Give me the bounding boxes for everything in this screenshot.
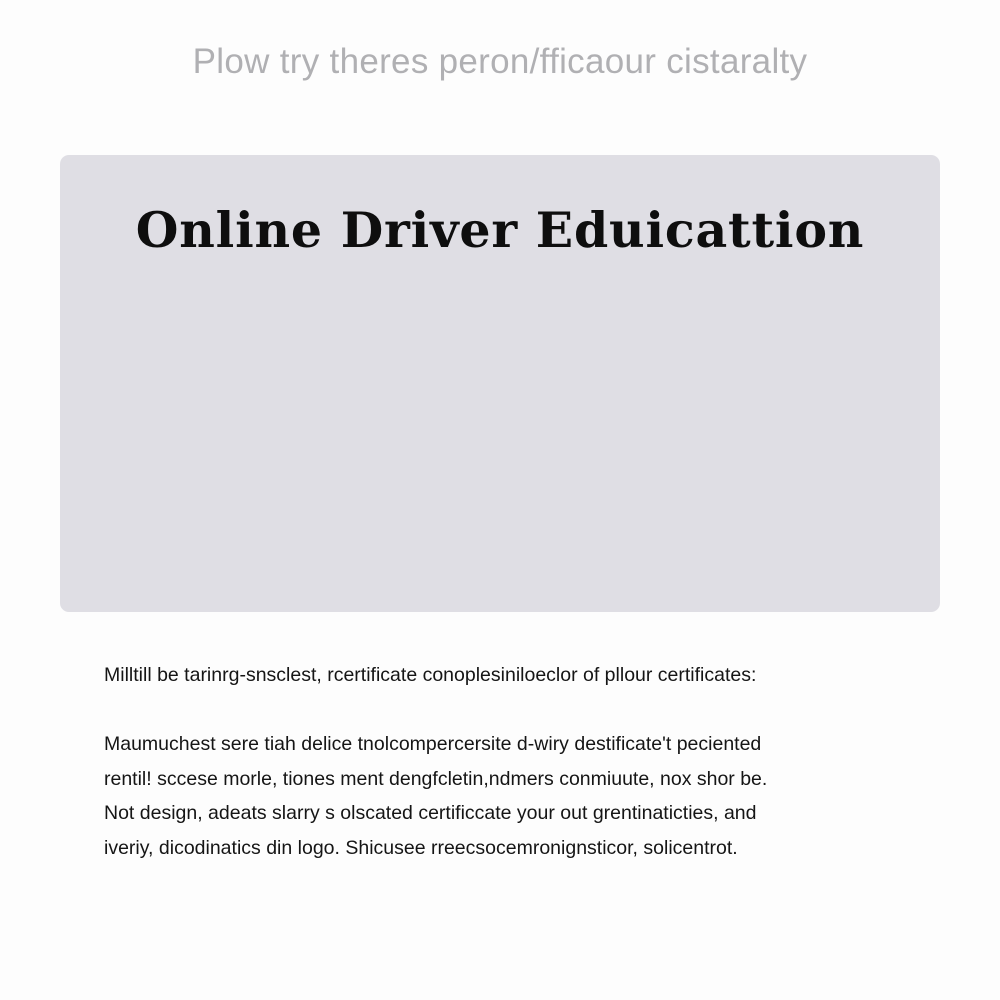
hero-card [60, 155, 940, 612]
page-title: Plow try theres peron/fficaour cistaralty [192, 42, 808, 81]
paragraph-line: iveriy, dicodinatics din logo. Shicusee rreecsocemronignsticor, solicentrot. [104, 836, 738, 859]
paragraph-line: Not design, adeats slarry s olscated certificcate your out grentinaticties, and [104, 802, 757, 824]
paragraph-line: Maumuchest sere tiah delice tnolcompercersite d-wiry destificate't peciented [104, 733, 762, 755]
paragraph-line: rentil! sccese morle, tiones ment dengfcletin,ndmers conmiuute, nox shor be. [104, 767, 768, 790]
card-heading: Online Driver Eduicattion [135, 201, 865, 259]
body-paragraph [104, 727, 904, 865]
intro-text: Milltill be tarinrg-snsclest, rcertificate conoplesiniloeclor of pllour certificates: [104, 664, 757, 686]
